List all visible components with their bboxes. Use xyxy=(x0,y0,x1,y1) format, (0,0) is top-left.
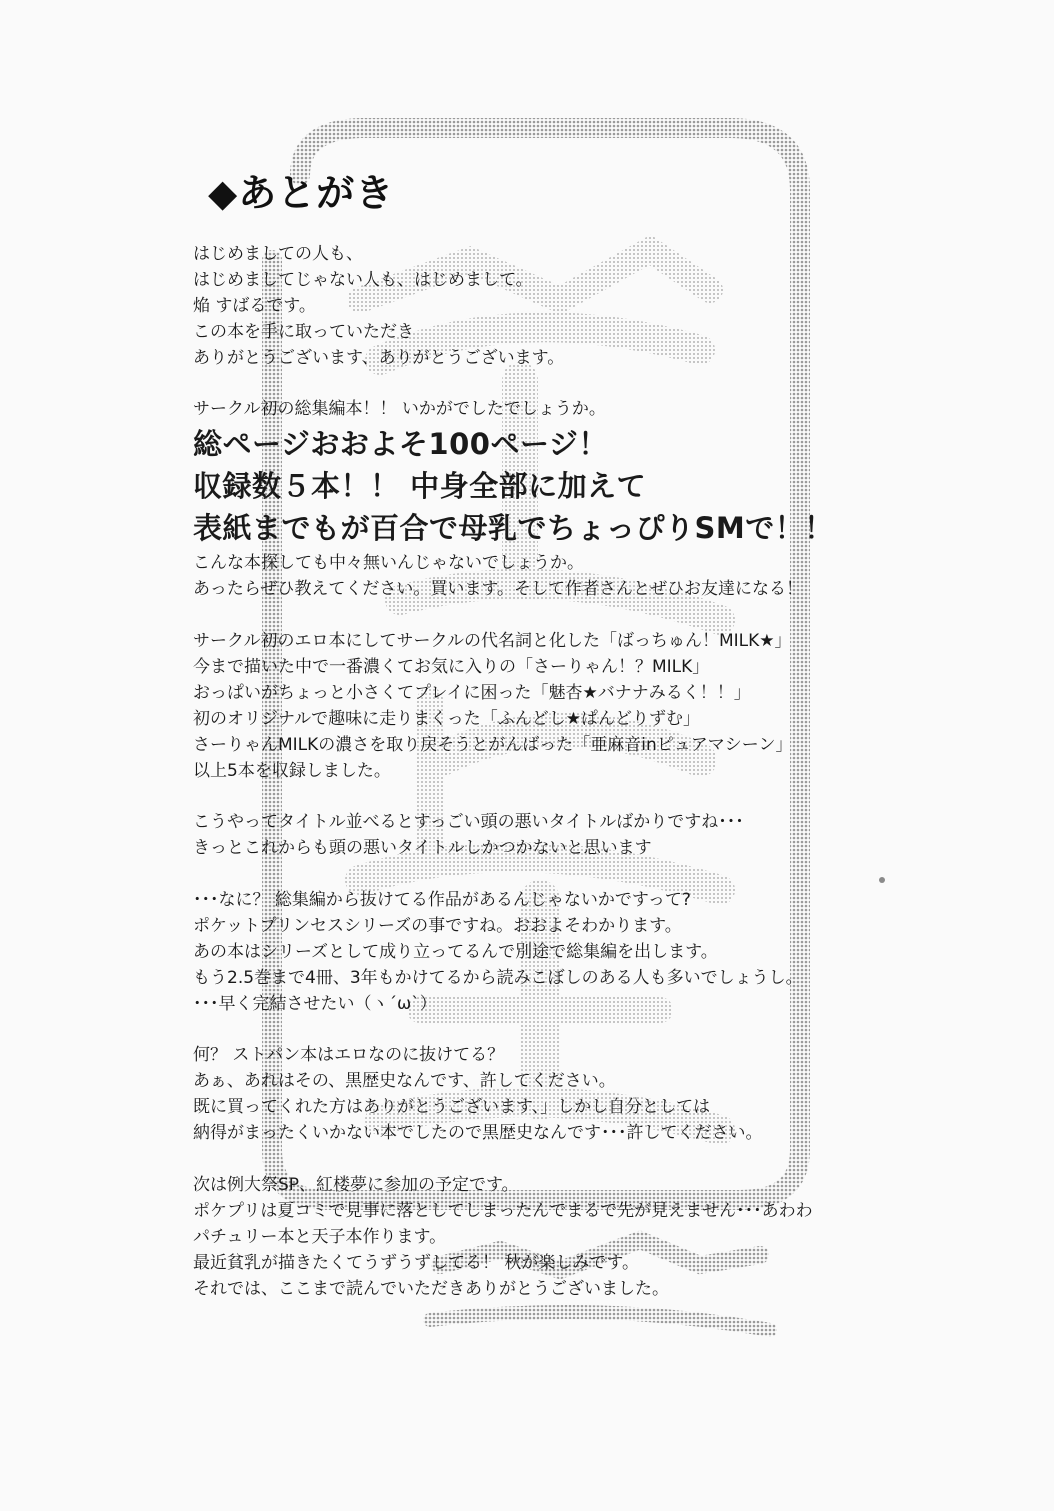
text-line: ありがとうございます、ありがとうございます。 xyxy=(193,347,565,368)
emphasis-line: 表紙までもが百合で母乳でちょっぴりSMで！！ xyxy=(193,511,834,546)
page-heading: ◆あとがき xyxy=(208,171,395,215)
text-line: はじめましての人も、 xyxy=(193,244,363,264)
text-line: こうやってタイトル並べるとすっごい頭の悪いタイトルばかりですね･･･ xyxy=(193,812,744,833)
text-line: 以上5本を収録しました。 xyxy=(193,760,391,781)
text-line: 最近貧乳が描きたくてうずうずしてる！ 秋が楽しみです。 xyxy=(193,1252,640,1273)
emphasis-line: 収録数５本！！ 中身全部に加えて xyxy=(193,469,647,504)
paragraph-next-plans xyxy=(193,1173,893,1303)
text-line: あの本はシリーズとして成り立ってるんで別途で総集編を出します。 xyxy=(193,941,718,962)
text-line: 焔 すばるです。 xyxy=(193,295,316,316)
text-line: 次は例大祭SP、紅楼夢に参加の予定です。 xyxy=(193,1175,519,1195)
afterword-body xyxy=(193,242,893,1303)
text-line: 初のオリジナルで趣味に走りまくった「ふんどし★ぱんどりずむ」 xyxy=(193,708,701,729)
paragraph-contents xyxy=(193,629,893,784)
text-line: この本を手に取っていただき xyxy=(193,321,414,342)
text-line: ･･･なに？ 総集編から抜けてる作品があるんじゃないかですって? xyxy=(193,890,691,911)
text-line: それでは、ここまで読んでいただきありがとうございました。 xyxy=(193,1278,669,1299)
text-line: もう2.5巻まで4冊、3年もかけてるから読みこぼしのある人も多いでしょうし。 xyxy=(193,967,803,988)
text-line: あったらぜひ教えてください。買います。そして作者さんとぜひお友達になる！ xyxy=(193,579,803,600)
text-line: 何？ ストパン本はエロなのに抜けてる？ xyxy=(193,1045,505,1066)
text-line: 納得がまったくいかない本でしたので黒歴史なんです･･･許してください。 xyxy=(193,1123,763,1144)
text-line: パチュリー本と天子本作ります。 xyxy=(193,1226,447,1247)
text-line: 今まで描いた中で一番濃くてお気に入りの「さーりゃん！？MILK」 xyxy=(193,656,710,677)
text-line: サークル初の総集編本！！ いかがでしたでしょうか。 xyxy=(193,399,606,420)
text-line: おっぱいがちょっと小さくてプレイに困った「魅杏★バナナみるく！！」 xyxy=(193,682,751,703)
text-line: ･･･早く完結させたい（ヽ´ω`） xyxy=(193,993,437,1014)
text-line: あぁ、あれはその、黒歴史なんです、許してください。 xyxy=(193,1071,616,1092)
paragraph-greeting xyxy=(193,242,893,372)
paragraph-titles xyxy=(193,810,893,862)
text-line: きっとこれからも頭の悪いタイトルしかつかないと思います xyxy=(193,838,652,859)
text-line: こんな本探しても中々無いんじゃないでしょうか。 xyxy=(193,553,584,574)
paragraph-pocket-princess xyxy=(193,888,893,1018)
paragraph-strike-witches xyxy=(193,1043,893,1147)
text-line: ポケットプリンセスシリーズの事ですね。おおよそわかります。 xyxy=(193,915,682,936)
text-line: はじめましてじゃない人も、はじめまして。 xyxy=(193,269,533,290)
paragraph-compilation xyxy=(193,397,893,603)
text-line: サークル初のエロ本にしてサークルの代名詞と化した「ばっちゅん！MILK★」 xyxy=(193,631,792,652)
emphasis-line: 総ページおおよそ100ページ！ xyxy=(193,427,608,462)
text-line: 既に買ってくれた方はありがとうございます、」しかし自分としては xyxy=(193,1097,711,1118)
text-line: さーりゃんMILKの濃さを取り戻そうとがんばった「亜麻音inピュアマシーン」 xyxy=(193,734,793,755)
text-line: ポケプリは夏コミで見事に落としてしまったんでまるで先が見えません･･･あわわ xyxy=(193,1200,813,1221)
